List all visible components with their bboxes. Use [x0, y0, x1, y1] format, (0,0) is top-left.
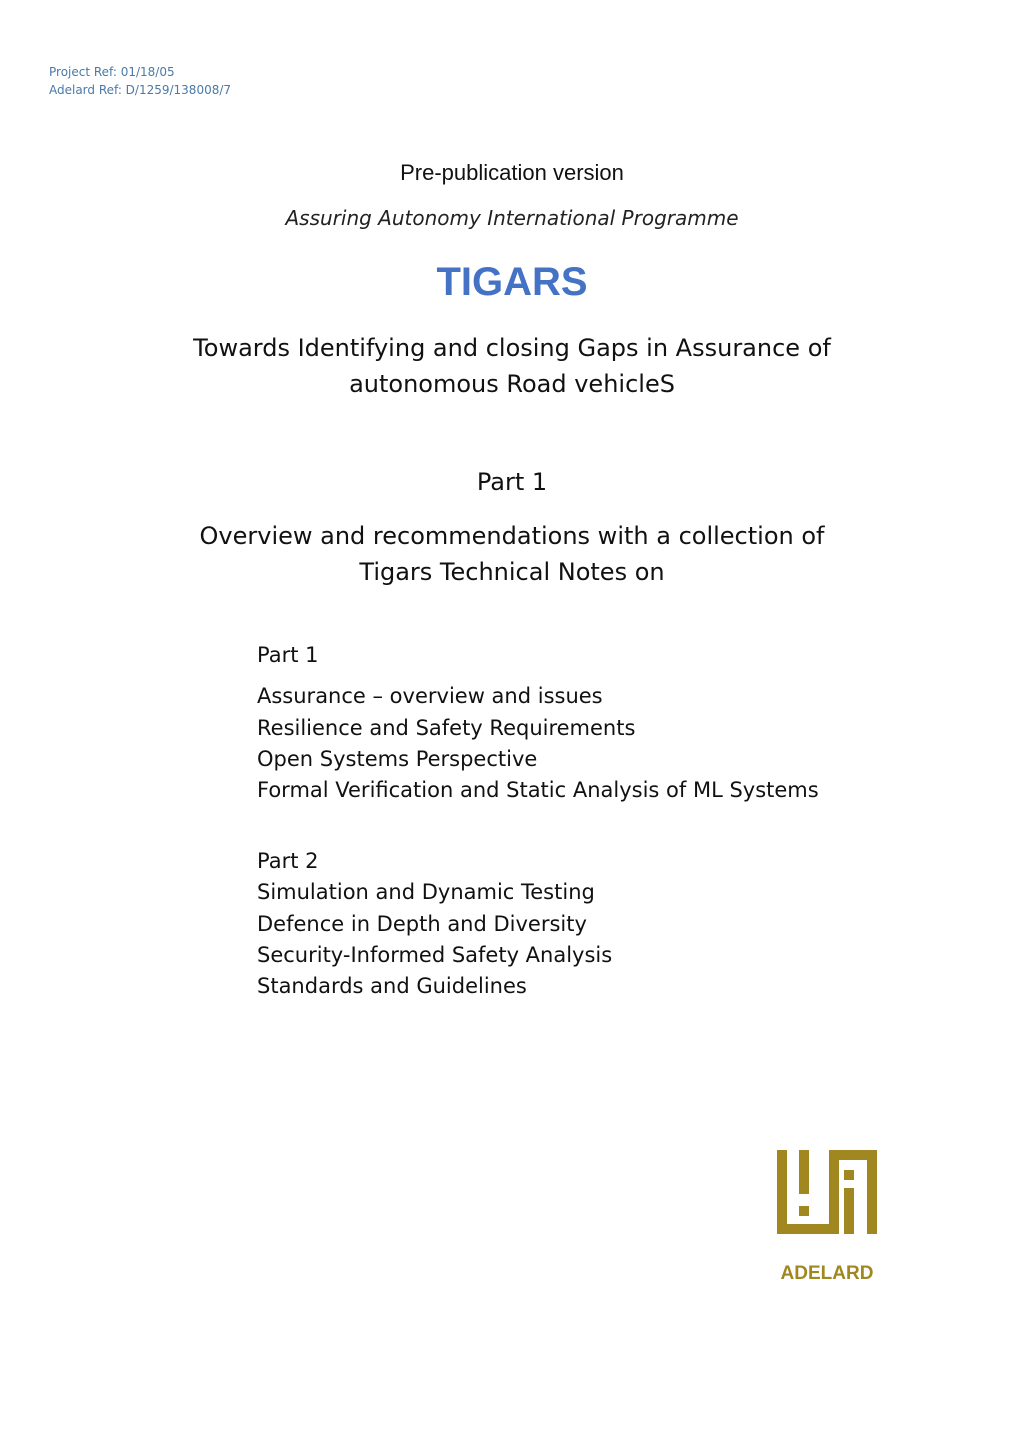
programme-name: Assuring Autonomy International Programme [285, 206, 739, 230]
list-item: Formal Verification and Static Analysis of ML Systems [257, 778, 819, 803]
reference-block [49, 63, 231, 99]
list-item: Assurance – overview and issues [257, 684, 603, 709]
part1-heading: Part 1 [257, 643, 319, 667]
list-item: Security-Informed Safety Analysis [257, 942, 613, 967]
document-title: TIGARS [436, 260, 588, 304]
overview-line: Overview and recommendations with a collection of [199, 522, 825, 550]
list-item: Simulation and Dynamic Testing [257, 880, 595, 905]
pre-publication-label: Pre-publication version [400, 160, 624, 185]
project-ref: Project Ref: 01/18/05 [49, 65, 175, 79]
part2-heading: Part 2 [257, 849, 319, 873]
logo-text: ADELARD [780, 1263, 874, 1284]
overview-text [0, 518, 1024, 590]
list-item: Resilience and Safety Requirements [257, 715, 636, 740]
list-item: Open Systems Perspective [257, 746, 538, 771]
list-item: Defence in Depth and Diversity [257, 911, 587, 936]
list-item: Standards and Guidelines [257, 974, 527, 999]
part-heading: Part 1 [476, 468, 548, 496]
overview-line: Tigars Technical Notes on [359, 558, 665, 586]
subtitle-line: autonomous Road vehicleS [349, 370, 675, 398]
document-subtitle [0, 330, 1024, 402]
part1-list [257, 640, 819, 806]
adelard-logo-icon [777, 1150, 877, 1234]
adelard-ref: Adelard Ref: D/1259/138008/7 [49, 83, 232, 97]
subtitle-line: Towards Identifying and closing Gaps in Assurance of [193, 334, 831, 362]
part2-list [257, 846, 612, 1002]
